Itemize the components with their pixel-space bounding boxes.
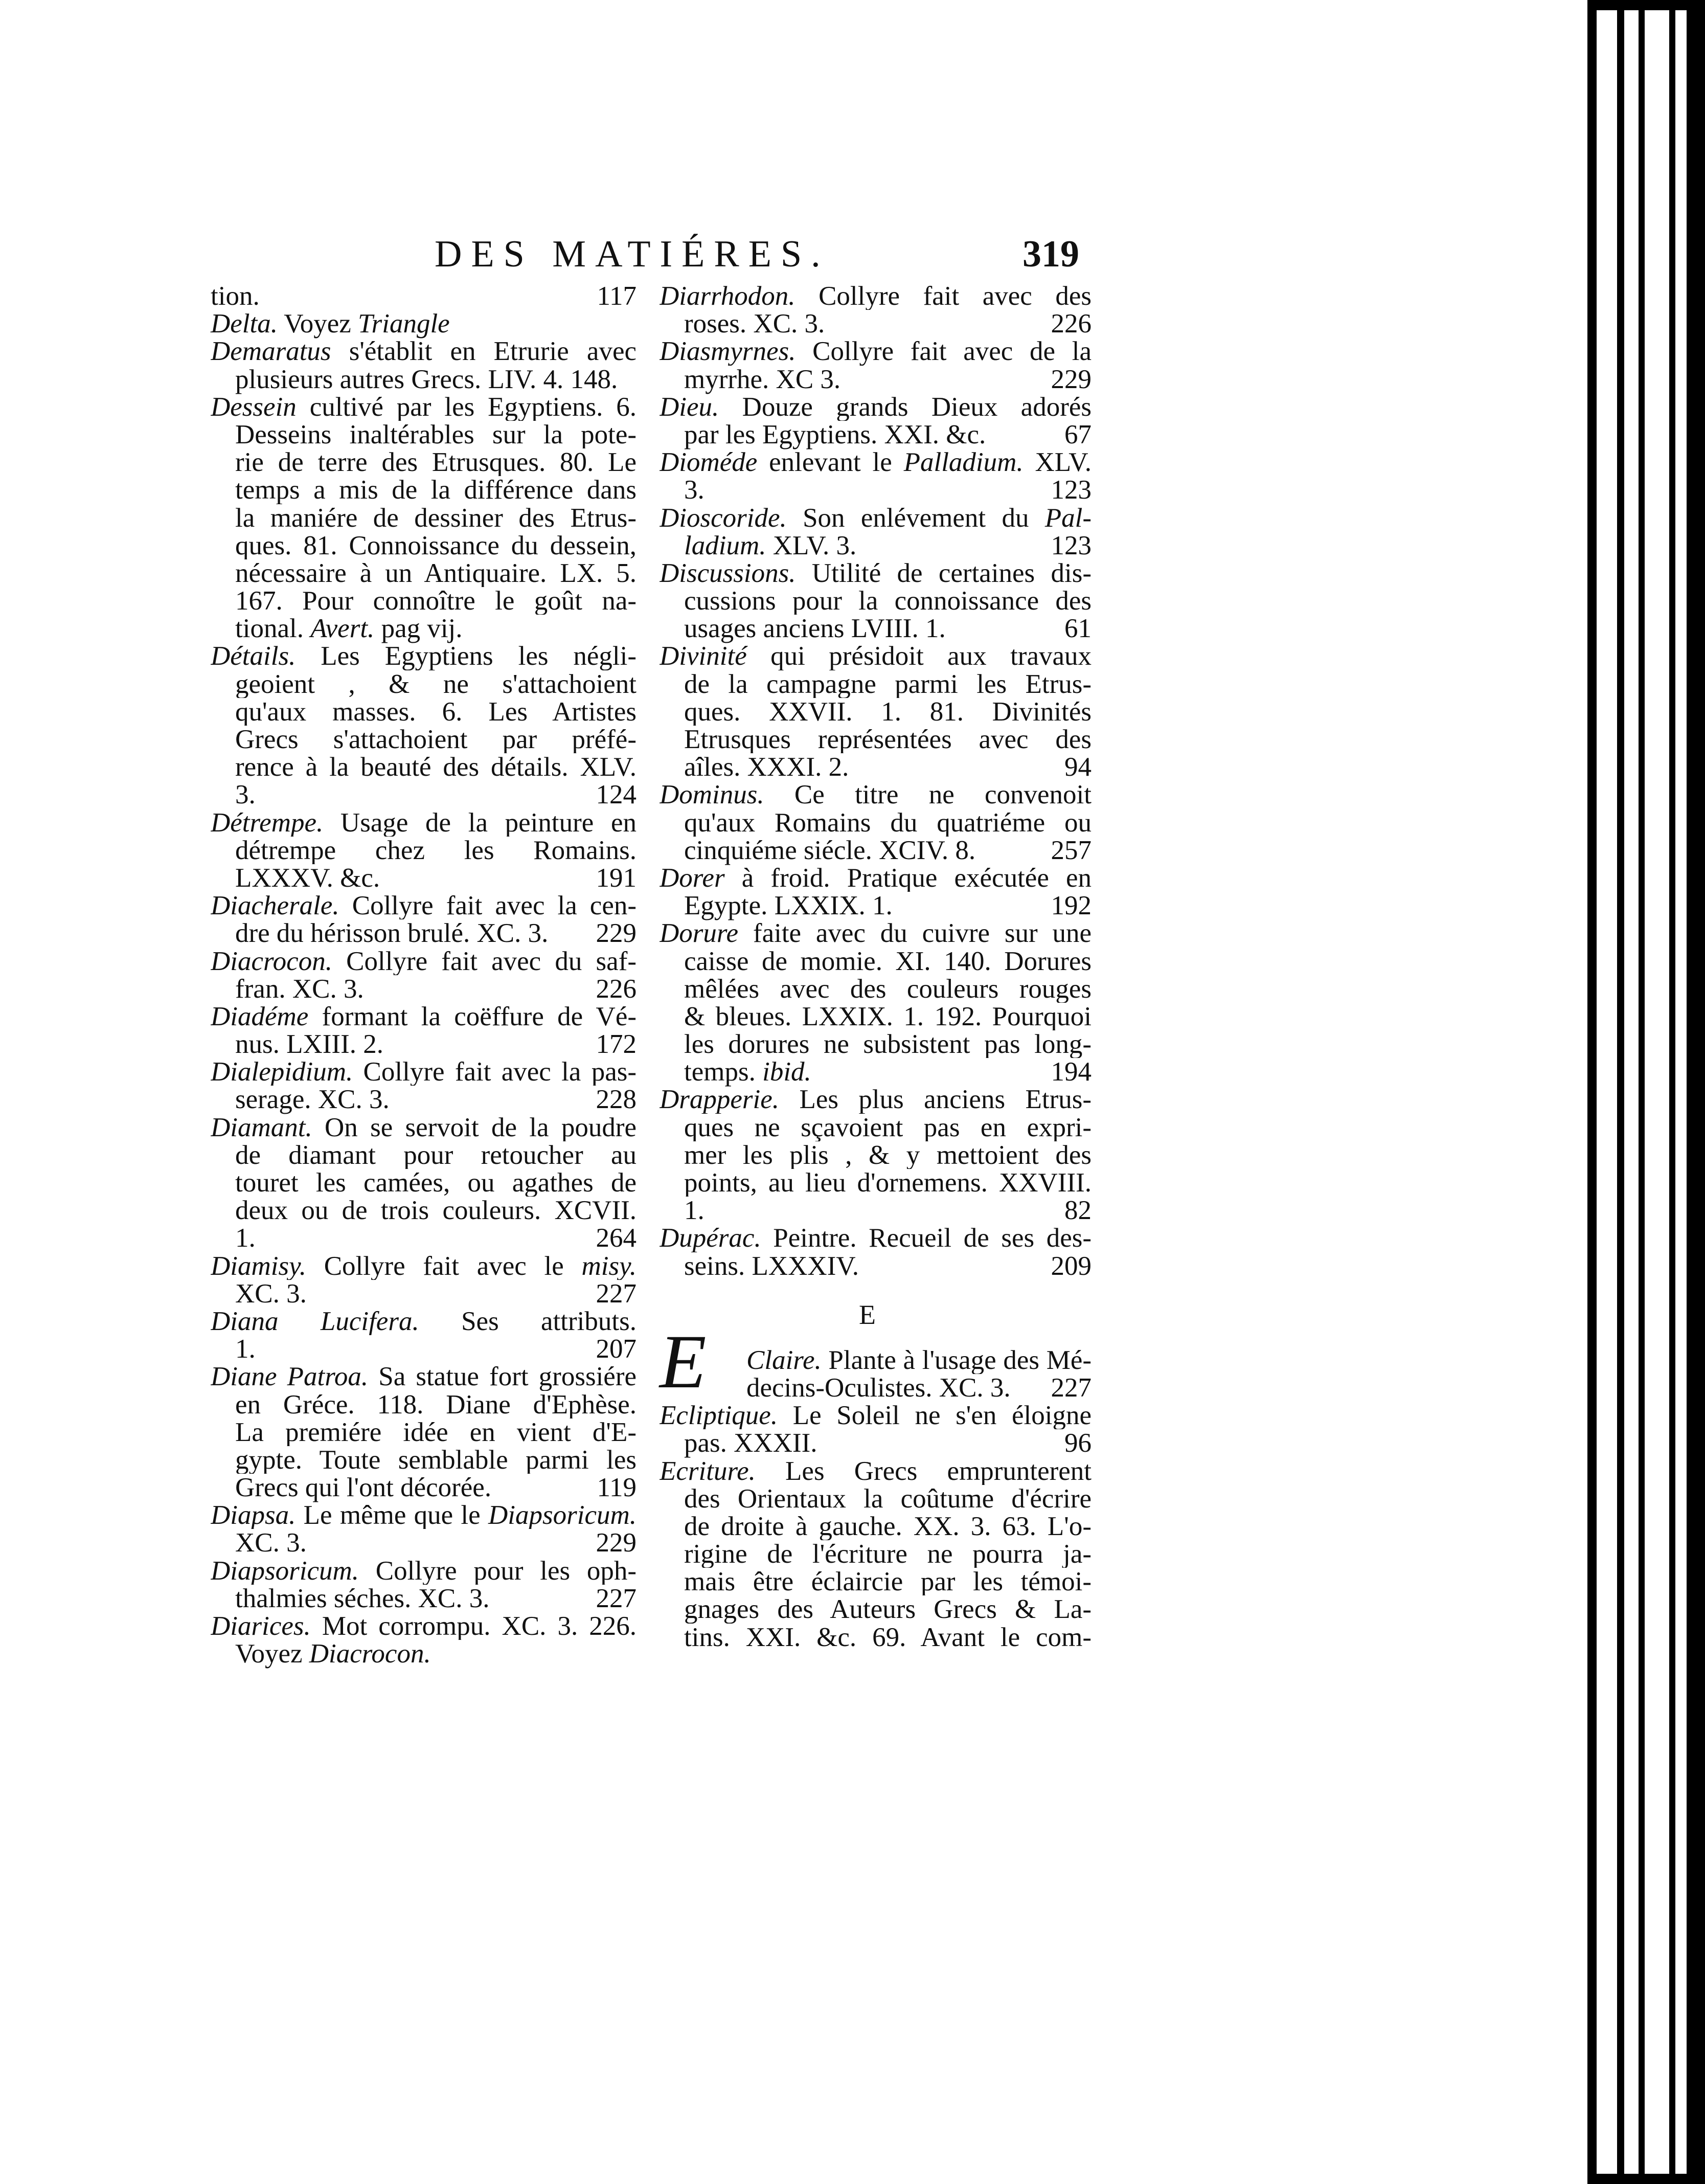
index-entry-line (211, 1363, 636, 1390)
page-reference: 117 (597, 281, 636, 311)
index-entry-line (660, 1595, 1092, 1623)
entry-text: decins-Oculistes. XC. 3. (746, 1372, 1011, 1403)
index-entry-line (660, 532, 1092, 559)
index-entry-line (660, 1429, 1092, 1457)
page-reference: 229 (596, 918, 636, 949)
entry-text: XLV. (1023, 448, 1092, 477)
entry-text: La premiére idée en vient d'E- (235, 1418, 636, 1446)
index-entry-line (211, 1114, 636, 1141)
index-entry-line (211, 448, 636, 476)
index-entry-line (660, 948, 1092, 975)
index-entry-line (660, 393, 1092, 421)
index-entry-line (660, 559, 1092, 587)
index-entry-line (211, 726, 636, 753)
index-entry-line (660, 448, 1092, 476)
index-entry-line (211, 1501, 636, 1529)
page-reference: 123 (1051, 475, 1092, 505)
entry-text: XC. 3. (235, 1528, 307, 1558)
index-entry-line (660, 1252, 1092, 1280)
entry-text: Voyez (278, 309, 358, 339)
index-entry-line (211, 809, 636, 837)
index-entry-line (660, 892, 1092, 919)
page-reference: 227 (596, 1583, 636, 1613)
page-reference: 192 (1051, 891, 1092, 921)
entry-text: fran. XC. 3. (235, 974, 364, 1004)
entry-text: mêlées avec des couleurs rouges (684, 975, 1092, 1003)
entry-text: XC. 3. (235, 1278, 307, 1309)
index-entry-line (211, 892, 636, 919)
page-reference: 82 (1064, 1196, 1092, 1226)
entry-text: Collyre fait avec du saf- (332, 947, 636, 975)
entry-italic: ibid. (762, 1057, 811, 1087)
entry-headword: Diamisy. (211, 1252, 306, 1280)
index-entry-line (660, 587, 1092, 615)
entry-text: 3. (684, 475, 704, 505)
index-entry-line (660, 1568, 1092, 1595)
index-entry-line (660, 421, 1092, 448)
index-entry-line (211, 337, 636, 365)
page-reference: 226 (596, 974, 636, 1004)
entry-text: Sa statue fort grossiére (368, 1363, 636, 1391)
index-entry-line (211, 1474, 636, 1501)
entry-text: Le même que le (295, 1501, 488, 1529)
entry-italic: Diapsoricum. (488, 1501, 636, 1529)
entry-headword: Diapsa. (211, 1501, 296, 1529)
index-entry-line (660, 642, 1092, 670)
entry-headword: Dorer (660, 864, 725, 892)
running-header: DES MATIÉRES. (435, 233, 830, 275)
index-entry-line (211, 559, 636, 587)
index-entry-line (211, 310, 636, 337)
index-entry-line (660, 781, 1092, 808)
index-entry-line (660, 1346, 1092, 1374)
entry-text: Douze grands Dieux adorés (719, 393, 1092, 421)
section-heading-e: E (859, 1299, 876, 1330)
entry-text: s'établit en Etrurie avec (331, 337, 636, 366)
index-column-right (660, 282, 1092, 1651)
entry-text: en Gréce. 118. Diane d'Ephèse. (235, 1390, 636, 1419)
entry-text: ques. XXVII. 1. 81. Divinités (684, 697, 1092, 726)
entry-text: Utilité de certaines dis- (795, 559, 1092, 588)
index-entry-line (211, 1252, 636, 1280)
index-entry-line (211, 1335, 636, 1363)
entry-text: rence à la beauté des détails. XLV. (235, 753, 636, 781)
index-entry-line (660, 1513, 1092, 1540)
entry-text: 3. (235, 780, 256, 810)
index-entry-line (211, 615, 636, 642)
entry-text: temps a mis de la différence dans (235, 476, 636, 504)
index-entry-line (211, 1224, 636, 1252)
index-entry-line (660, 615, 1092, 642)
entry-text: touret les camées, ou agathes de (235, 1169, 636, 1197)
index-entry-line (660, 1224, 1092, 1252)
entry-headword: Ecliptique. (660, 1402, 778, 1430)
entry-text: usages anciens LVIII. 1. (684, 614, 946, 644)
entry-text: qu'aux masses. 6. Les Artistes (235, 697, 636, 726)
index-entry-line (211, 781, 636, 808)
entry-text: 167. Pour connoître le goût na- (235, 587, 636, 615)
index-column-left (211, 282, 636, 1668)
entry-headword: Diasmyrnes. (660, 337, 796, 366)
entry-headword: Drapperie. (660, 1086, 780, 1114)
index-entry-line (211, 1058, 636, 1086)
entry-text: gypte. Toute semblable parmi les (235, 1446, 636, 1474)
entry-text: Grecs s'attachoient par préfé- (235, 726, 636, 754)
entry-text: Etrusques représentées avec des (684, 726, 1092, 754)
index-entry-line (211, 421, 636, 448)
entry-text: dre du hérisson brulé. XC. 3. (235, 918, 549, 949)
entry-text: LXXXV. &c. (235, 863, 380, 893)
entry-text: mer les plis , & y mettoient des (684, 1141, 1092, 1169)
index-entry-line (211, 1003, 636, 1030)
page-reference: 229 (1051, 364, 1092, 394)
index-entry-line (660, 919, 1092, 947)
entry-headword: Dupérac. (660, 1224, 761, 1252)
entry-text: Son enlévement du (786, 504, 1045, 532)
entry-italic: Avert. (310, 614, 375, 644)
entry-text: pag vij. (374, 614, 463, 644)
entry-text: On se servoit de la poudre (312, 1113, 636, 1141)
entry-text: de droite à gauche. XX. 3. 63. L'o- (684, 1512, 1092, 1541)
entry-text: nus. LXIII. 2. (235, 1029, 383, 1060)
entry-text: thalmies séches. XC. 3. (235, 1583, 490, 1613)
index-entry-line (660, 476, 1092, 504)
page-reference: 264 (596, 1223, 636, 1253)
entry-headword: Demaratus (211, 337, 331, 366)
page-reference: 257 (1051, 835, 1092, 865)
entry-text: roses. XC. 3. (684, 309, 825, 339)
entry-headword: Diacrocon. (211, 947, 332, 975)
entry-text: Grecs qui l'ont décorée. (235, 1473, 492, 1503)
entry-headword: Delta. (211, 309, 278, 339)
entry-headword: Claire. (746, 1346, 822, 1374)
entry-text: Desseins inaltérables sur la pote- (235, 420, 636, 449)
entry-text: par les Egyptiens. XXI. &c. (684, 419, 986, 449)
index-entry-line (211, 1086, 636, 1113)
entry-text: la maniére de dessiner des Etrus- (235, 504, 636, 532)
entry-text: tional. (235, 614, 311, 644)
index-entry-line (211, 919, 636, 947)
entry-text: 1. (235, 1334, 256, 1364)
index-entry-line (660, 1624, 1092, 1651)
index-entry-line (660, 1197, 1092, 1224)
entry-text: myrrhe. XC 3. (684, 364, 841, 394)
drop-capital-e: E (660, 1319, 707, 1404)
index-entry-line (660, 726, 1092, 753)
page-reference: 67 (1064, 419, 1092, 449)
entry-text: cussions pour la connoissance des (684, 587, 1092, 615)
index-entry-line (211, 504, 636, 532)
entry-text: de diamant pour retoucher au (235, 1141, 636, 1169)
page-reference: 227 (596, 1278, 636, 1309)
entry-text: Collyre fait avec la pas- (353, 1058, 636, 1086)
index-entry-line (660, 1540, 1092, 1568)
page-reference: 194 (1051, 1057, 1092, 1087)
entry-text: caisse de momie. XI. 140. Dorures (684, 947, 1092, 975)
index-entry-line (660, 837, 1092, 864)
entry-text: XLV. 3. (766, 530, 857, 560)
index-entry-line (211, 948, 636, 975)
index-entry-line (660, 864, 1092, 892)
page-reference: 226 (1051, 309, 1092, 339)
index-entry-line (211, 532, 636, 559)
page-reference: 96 (1064, 1428, 1092, 1458)
page-edge-shadow (1587, 0, 1705, 2184)
index-entry-line (211, 476, 636, 504)
index-entry-line (660, 1457, 1092, 1485)
index-entry-line (211, 837, 636, 864)
entry-headword: Ecriture. (660, 1457, 756, 1485)
index-entry-line (211, 1169, 636, 1197)
page-reference: 227 (1051, 1372, 1092, 1403)
index-entry-line (660, 310, 1092, 337)
index-entry-line (660, 1114, 1092, 1141)
page-reference: 119 (597, 1473, 636, 1503)
entry-italic: Triangle (358, 309, 450, 339)
entry-text: points, au lieu d'ornemens. XXVIII. (684, 1169, 1092, 1197)
entry-headword: Dioméde (660, 448, 758, 477)
index-entry-line (211, 1308, 636, 1335)
index-entry-line (660, 753, 1092, 781)
entry-headword: Dominus. (660, 781, 764, 809)
entry-headword: Divinité (660, 642, 747, 670)
entry-headword: Dioscoride. (660, 504, 787, 532)
entry-text: formant la coëffure de Vé- (308, 1002, 636, 1031)
entry-text: Collyre fait avec le (306, 1252, 582, 1280)
page-reference: 228 (596, 1085, 636, 1115)
page-reference: 61 (1064, 614, 1092, 644)
index-entry-line (211, 1197, 636, 1224)
entry-text: Le Soleil ne s'en éloigne (778, 1402, 1092, 1430)
index-entry-line (211, 1446, 636, 1474)
index-entry-line (660, 975, 1092, 1003)
entry-headword: Dessein (211, 393, 297, 421)
index-entry-line (660, 1086, 1092, 1113)
index-entry-line (660, 1003, 1092, 1030)
page-reference: 209 (1051, 1251, 1092, 1281)
entry-headword: Détails. (211, 642, 296, 670)
index-entry-line (211, 642, 636, 670)
index-entry-line (211, 1585, 636, 1612)
entry-headword: Diane Patroa. (211, 1363, 369, 1391)
index-entry-line (211, 864, 636, 892)
entry-text: Collyre fait avec des (795, 282, 1092, 310)
index-entry-line (211, 1419, 636, 1446)
index-entry-line (211, 1557, 636, 1585)
index-entry-line (211, 366, 636, 393)
entry-italic: misy. (581, 1252, 636, 1280)
index-entry-line (660, 1030, 1092, 1058)
entry-text: Ses attributs. (461, 1307, 636, 1336)
page-reference: 123 (1051, 530, 1092, 560)
entry-text: Peintre. Recueil de ses des- (761, 1224, 1092, 1252)
entry-text: cultivé par les Egyptiens. 6. (296, 393, 636, 421)
index-entry-line (660, 282, 1092, 310)
index-entry-line (211, 587, 636, 615)
index-entry-line (211, 1030, 636, 1058)
index-entry-line (660, 1169, 1092, 1197)
entry-headword: Diacherale. (211, 892, 339, 920)
entry-italic: Palladium. (903, 448, 1024, 477)
entry-text: Egypte. LXXIX. 1. (684, 891, 893, 921)
entry-italic: Diacrocon. (309, 1639, 431, 1669)
index-entry-line (211, 975, 636, 1003)
index-entry-line (660, 670, 1092, 698)
index-entry-line (211, 1280, 636, 1308)
index-entry-line (660, 366, 1092, 393)
entry-headword: Diarices. (211, 1612, 311, 1640)
entry-text: Les Egyptiens les négli- (295, 642, 636, 670)
entry-text: ques ne sçavoient pas en expri- (684, 1113, 1092, 1141)
index-entry-line (211, 1640, 636, 1668)
entry-text: mais être éclaircie par les témoi- (684, 1568, 1092, 1596)
index-entry-line (211, 753, 636, 781)
entry-text: tion. (211, 281, 260, 311)
entry-text: seins. LXXXIV. (684, 1251, 859, 1281)
index-entry-line (211, 1141, 636, 1169)
index-entry-line (660, 337, 1092, 365)
entry-headword: Diadéme (211, 1002, 309, 1031)
entry-text: tins. XXI. &c. 69. Avant le com- (684, 1623, 1092, 1651)
entry-text: pas. XXXII. (684, 1428, 817, 1458)
entry-headword: Détrempe. (211, 808, 324, 837)
entry-text: 1. (235, 1223, 256, 1253)
index-entry-line (660, 698, 1092, 726)
index-entry-line (660, 504, 1092, 532)
index-entry-line (211, 282, 636, 310)
entry-text: gnages des Auteurs Grecs & La- (684, 1595, 1092, 1624)
index-entry-line (660, 1402, 1092, 1429)
entry-text: de la campagne parmi les Etrus- (684, 670, 1092, 698)
page-reference: 94 (1064, 752, 1092, 782)
entry-text: cinquiéme siécle. XCIV. 8. (684, 835, 976, 865)
entry-text: enlevant le (757, 448, 904, 477)
entry-headword: Discussions. (660, 559, 796, 588)
index-entry-line (660, 1374, 1092, 1402)
page-reference: 124 (596, 780, 636, 810)
entry-text: rigine de l'écriture ne pourra ja- (684, 1540, 1092, 1568)
entry-text: temps. (684, 1057, 763, 1087)
entry-text: Ce titre ne convenoit (764, 781, 1092, 809)
index-entry-line (211, 1391, 636, 1419)
entry-headword: Dorure (660, 919, 739, 948)
entry-headword: Dialepidium. (211, 1058, 353, 1086)
entry-text: qu'aux Romains du quatriéme ou (684, 808, 1092, 837)
entry-text: plusieurs autres Grecs. LIV. 4. 148. (235, 364, 618, 394)
page-reference: 229 (596, 1528, 636, 1558)
entry-text: détrempe chez les Romains. (235, 836, 636, 864)
entry-text: faite avec du cuivre sur une (738, 919, 1092, 948)
index-entry-line (660, 1058, 1092, 1086)
index-entry-line (211, 670, 636, 698)
entry-text: Plante à l'usage des Mé- (821, 1346, 1092, 1374)
entry-text: Mot corrompu. XC. 3. 226. (310, 1612, 636, 1640)
index-entry-line (211, 698, 636, 726)
entry-text: rie de terre des Etrusques. 80. Le (235, 448, 636, 477)
entry-headword: Diamant. (211, 1113, 312, 1141)
entry-text: les dorures ne subsistent pas long- (684, 1030, 1092, 1059)
entry-text: Voyez (235, 1639, 309, 1669)
index-entry-line (660, 809, 1092, 837)
entry-text: Collyre pour les oph- (359, 1557, 636, 1585)
entry-text: & bleues. LXXIX. 1. 192. Pourquoi (684, 1002, 1092, 1031)
entry-text: à froid. Pratique exécutée en (724, 864, 1092, 892)
entry-text: des Orientaux la coûtume d'écrire (684, 1484, 1092, 1513)
index-entry-line (660, 1141, 1092, 1169)
entry-headword: Diarrhodon. (660, 282, 795, 310)
index-entry-line (211, 393, 636, 421)
entry-text: serage. XC. 3. (235, 1085, 390, 1115)
index-entry-line (211, 1612, 636, 1640)
entry-text: aîles. XXXI. 2. (684, 752, 849, 782)
entry-text: Les Grecs emprunterent (755, 1457, 1092, 1485)
page-number: 319 (1022, 233, 1079, 275)
entry-text: Collyre fait avec la cen- (339, 892, 636, 920)
entry-text: 1. (684, 1196, 704, 1226)
page-reference: 191 (596, 863, 636, 893)
index-entry-line (660, 1485, 1092, 1513)
entry-italic: Pal- (1044, 504, 1092, 532)
entry-text: Usage de la peinture en (323, 808, 636, 837)
index-entry-line (211, 1529, 636, 1557)
entry-italic: ladium. (684, 530, 766, 560)
page-reference: 207 (596, 1334, 636, 1364)
entry-headword: Diapsoricum. (211, 1557, 359, 1585)
entry-text: deux ou de trois couleurs. XCVII. (235, 1197, 636, 1225)
entry-text: qui présidoit aux travaux (746, 642, 1092, 670)
entry-text: Les plus anciens Etrus- (779, 1086, 1092, 1114)
entry-headword: Diana Lucifera. (211, 1307, 419, 1336)
page-reference: 172 (596, 1029, 636, 1060)
entry-text: nécessaire à un Antiquaire. LX. 5. (235, 559, 636, 588)
entry-text: Collyre fait avec de la (795, 337, 1092, 366)
entry-text: geoient , & ne s'attachoient (235, 670, 636, 698)
entry-headword: Dieu. (660, 393, 719, 421)
entry-text: ques. 81. Connoissance du dessein, (235, 531, 636, 559)
